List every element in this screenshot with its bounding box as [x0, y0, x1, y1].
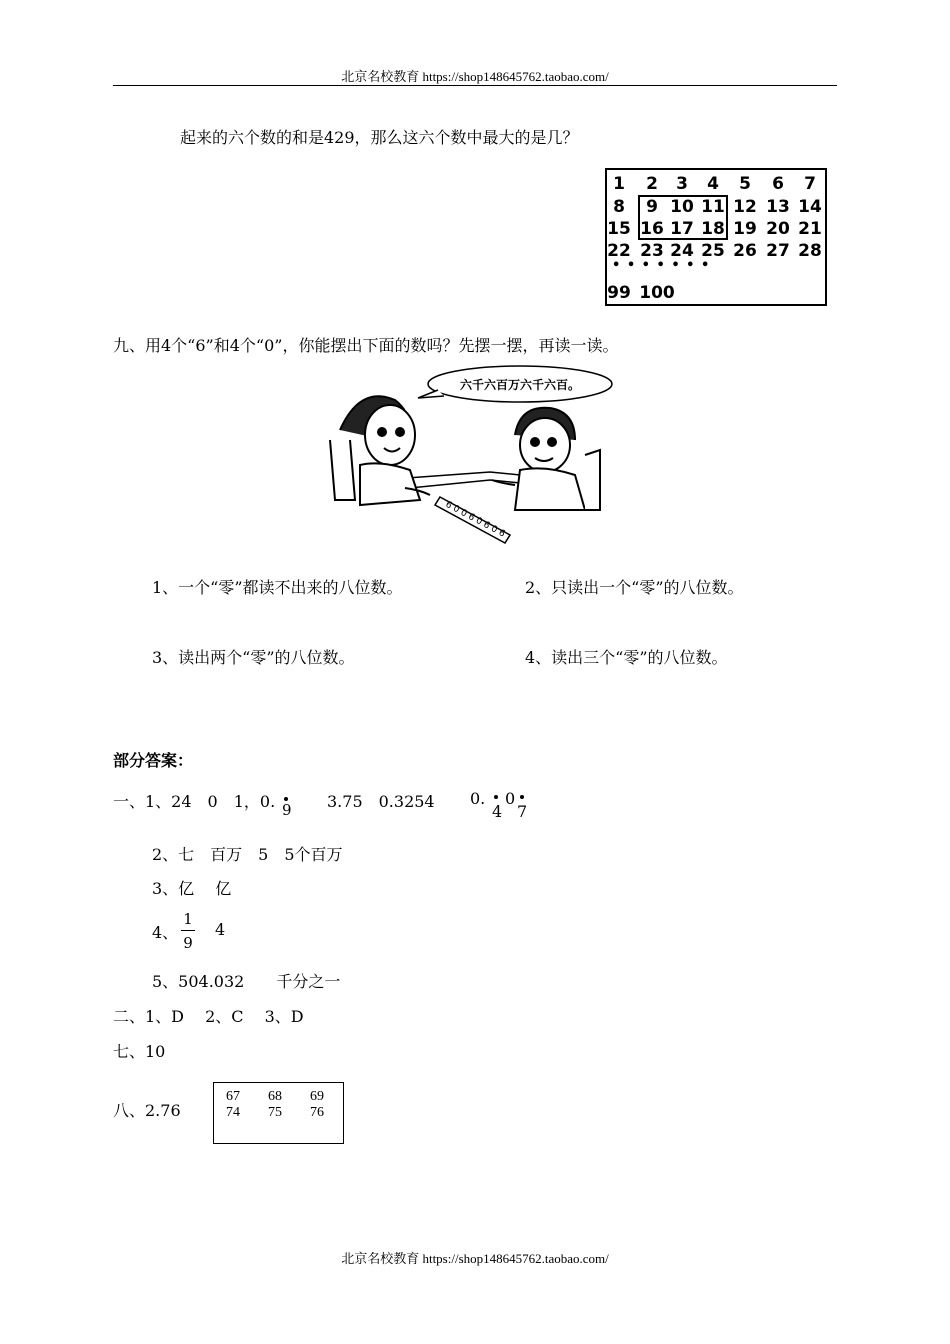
answer-1-2: 2、七 百万 5 5个百万	[152, 845, 343, 864]
grid-cell: 14	[798, 197, 822, 217]
grid-cell: 3	[676, 174, 688, 194]
grid-cell: 15	[607, 219, 631, 239]
answer-1-last-digit: 4	[492, 802, 503, 821]
answer-7: 七、10	[113, 1042, 166, 1061]
grid-cell: 10	[670, 197, 694, 217]
page-footer: 北京名校教育 https://shop148645762.taobao.com/	[341, 1251, 609, 1266]
answer-1-5: 5、504.032 千分之一	[152, 972, 341, 991]
grid-cell: 28	[798, 241, 822, 261]
repeat-dot	[520, 795, 524, 799]
children-illustration	[320, 360, 620, 555]
fraction-denominator: 9	[183, 934, 193, 952]
fraction-numerator: 1	[183, 910, 193, 928]
digit-cards	[435, 497, 510, 543]
answer-1-last-prefix: 0.	[470, 789, 486, 808]
speech-text: 六千六百万六千六百。	[459, 378, 581, 392]
grid-cell: 12	[733, 197, 757, 217]
answer-1-line: 一、1、24 0 1，0.	[113, 792, 276, 811]
answer-8-cell: 69	[310, 1089, 324, 1104]
header-rule	[113, 85, 837, 86]
grid-cell: 22	[607, 241, 631, 261]
q9-sub4: 4、读出三个“零”的八位数。	[525, 648, 728, 667]
grid-cell: 1	[613, 174, 625, 194]
answer-1-3: 3、亿 亿	[152, 879, 232, 898]
grid-cell: 4	[707, 174, 719, 194]
answers-title: 部分答案：	[113, 751, 194, 770]
svg-text:6 0 0 6 0 6 0 6: 6 0 0 6 0 6 0 6	[443, 499, 507, 540]
grid-cell: 21	[798, 219, 822, 239]
grid-cell: 23	[640, 241, 664, 261]
grid-cell: 26	[733, 241, 757, 261]
grid-cell: 99	[607, 283, 631, 303]
grid-ellipsis: • • • • • • •	[612, 258, 711, 273]
boy-figure	[492, 408, 600, 510]
answer-1-values: 3.75 0.3254	[327, 792, 435, 811]
grid-cell: 9	[646, 197, 658, 217]
grid-cell: 7	[804, 174, 816, 194]
grid-cell: 27	[766, 241, 790, 261]
answer-8: 八、2.76	[113, 1101, 181, 1120]
q9-sub1: 1、一个“零”都读不出来的八位数。	[152, 578, 403, 597]
q9-sub3: 3、读出两个“零”的八位数。	[152, 648, 355, 667]
grid-cell: 24	[670, 241, 694, 261]
girl-figure	[330, 396, 430, 505]
fraction-bar	[181, 930, 195, 931]
answer-8-cell: 67	[226, 1089, 240, 1104]
grid-cell: 16	[640, 219, 664, 239]
answer-1-4-value: 4	[215, 920, 226, 939]
answer-8-cell: 76	[310, 1105, 324, 1120]
grid-cell: 13	[766, 197, 790, 217]
answer-1-last-digit: 7	[517, 802, 528, 821]
repeat-dot	[494, 795, 498, 799]
grid-cell: 18	[701, 219, 725, 239]
grid-cell: 19	[733, 219, 757, 239]
grid-cell: 100	[639, 283, 675, 303]
q9-sub2: 2、只读出一个“零”的八位数。	[525, 578, 744, 597]
question-text: 起来的六个数的和是429，那么这六个数中最大的是几？	[180, 128, 579, 147]
answer-1-repeating-digit: 9	[282, 801, 292, 819]
answer-2: 二、1、D 2、C 3、D	[113, 1007, 304, 1026]
answer-8-cell: 68	[268, 1089, 282, 1104]
grid-cell: 25	[701, 241, 725, 261]
grid-cell: 5	[739, 174, 751, 194]
grid-cell: 11	[701, 197, 725, 217]
answer-8-cell: 74	[226, 1105, 240, 1120]
grid-cell: 6	[772, 174, 784, 194]
q9-title: 九、用4个“6”和4个“0”，你能摆出下面的数吗？先摆一摆，再读一读。	[113, 336, 619, 355]
grid-cell: 20	[766, 219, 790, 239]
grid-cell: 2	[646, 174, 658, 194]
grid-cell: 8	[613, 197, 625, 217]
page-header: 北京名校教育 https://shop148645762.taobao.com/	[341, 69, 609, 84]
answer-8-cell: 75	[268, 1105, 282, 1120]
answer-1-4-prefix: 4、	[152, 923, 179, 942]
grid-cell: 17	[670, 219, 694, 239]
answer-1-last-digit: 0	[505, 789, 516, 808]
